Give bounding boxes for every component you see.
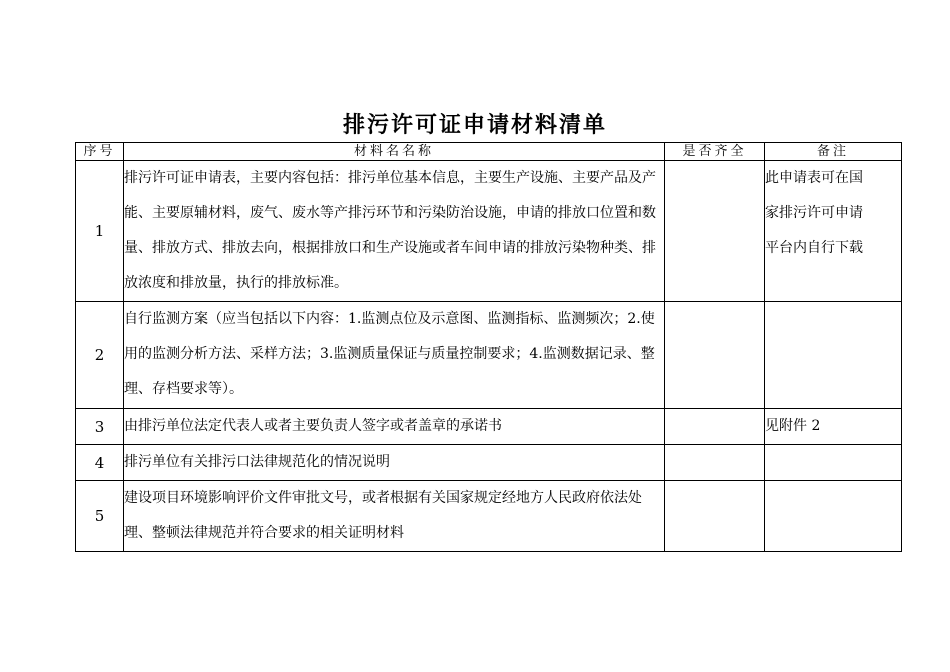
- row-number: 4: [76, 445, 124, 481]
- table-row: [76, 161, 902, 302]
- material-name: 由排污单位法定代表人或者主要负责人签字或者盖章的承诺书: [124, 409, 665, 445]
- remarks-line: 平台内自行下载: [765, 240, 863, 256]
- complete-cell[interactable]: [665, 302, 765, 409]
- table-row: [76, 481, 902, 552]
- remarks-line: 此申请表可在国: [765, 170, 863, 186]
- remarks-cell: [765, 481, 902, 552]
- table-row: [76, 445, 902, 481]
- material-name: 排污单位有关排污口法律规范化的情况说明: [124, 445, 665, 481]
- table-header-row: [76, 143, 902, 161]
- row-number: 5: [76, 481, 124, 552]
- row-number: 1: [76, 161, 124, 302]
- document-title: 排污许可证申请材料清单: [342, 112, 607, 138]
- material-name: 建设项目环境影响评价文件审批文号，或者根据有关国家规定经地方人民政府依法处理、整顿法律规范并符合要求的相关证明材料: [124, 481, 665, 552]
- header-material-name: 材料名名称: [124, 143, 665, 161]
- row-number: 2: [76, 302, 124, 409]
- header-number: 序号: [76, 143, 124, 161]
- header-remarks: 备注: [765, 143, 902, 161]
- table-row: [76, 409, 902, 445]
- materials-table: [75, 142, 902, 552]
- remarks-line: 家排污许可申请: [765, 205, 863, 221]
- complete-cell[interactable]: [665, 409, 765, 445]
- remarks-cell: [765, 302, 902, 409]
- material-name: 排污许可证申请表，主要内容包括：排污单位基本信息，主要生产设施、主要产品及产能、主要原辅材料，废气、废水等产排污环节和污染防治设施，申请的排放口位置和数量、排放方式、排放去向，根据排放口和生产设施或者车间申请的排放污染物种类、排放浓度和排放量，执行的排放标准。: [124, 161, 665, 302]
- material-name: 自行监测方案（应当包括以下内容：1.监测点位及示意图、监测指标、监测频次；2.使用的监测分析方法、采样方法；3.监测质量保证与质量控制要求；4.监测数据记录、整理、存档要求等）。: [124, 302, 665, 409]
- remarks-cell: [765, 161, 902, 302]
- remarks-cell: [765, 445, 902, 481]
- complete-cell[interactable]: [665, 445, 765, 481]
- table-row: [76, 302, 902, 409]
- complete-cell[interactable]: [665, 161, 765, 302]
- remarks-cell: 见附件 2: [765, 409, 902, 445]
- row-number: 3: [76, 409, 124, 445]
- complete-cell[interactable]: [665, 481, 765, 552]
- header-complete: 是否齐全: [665, 143, 765, 161]
